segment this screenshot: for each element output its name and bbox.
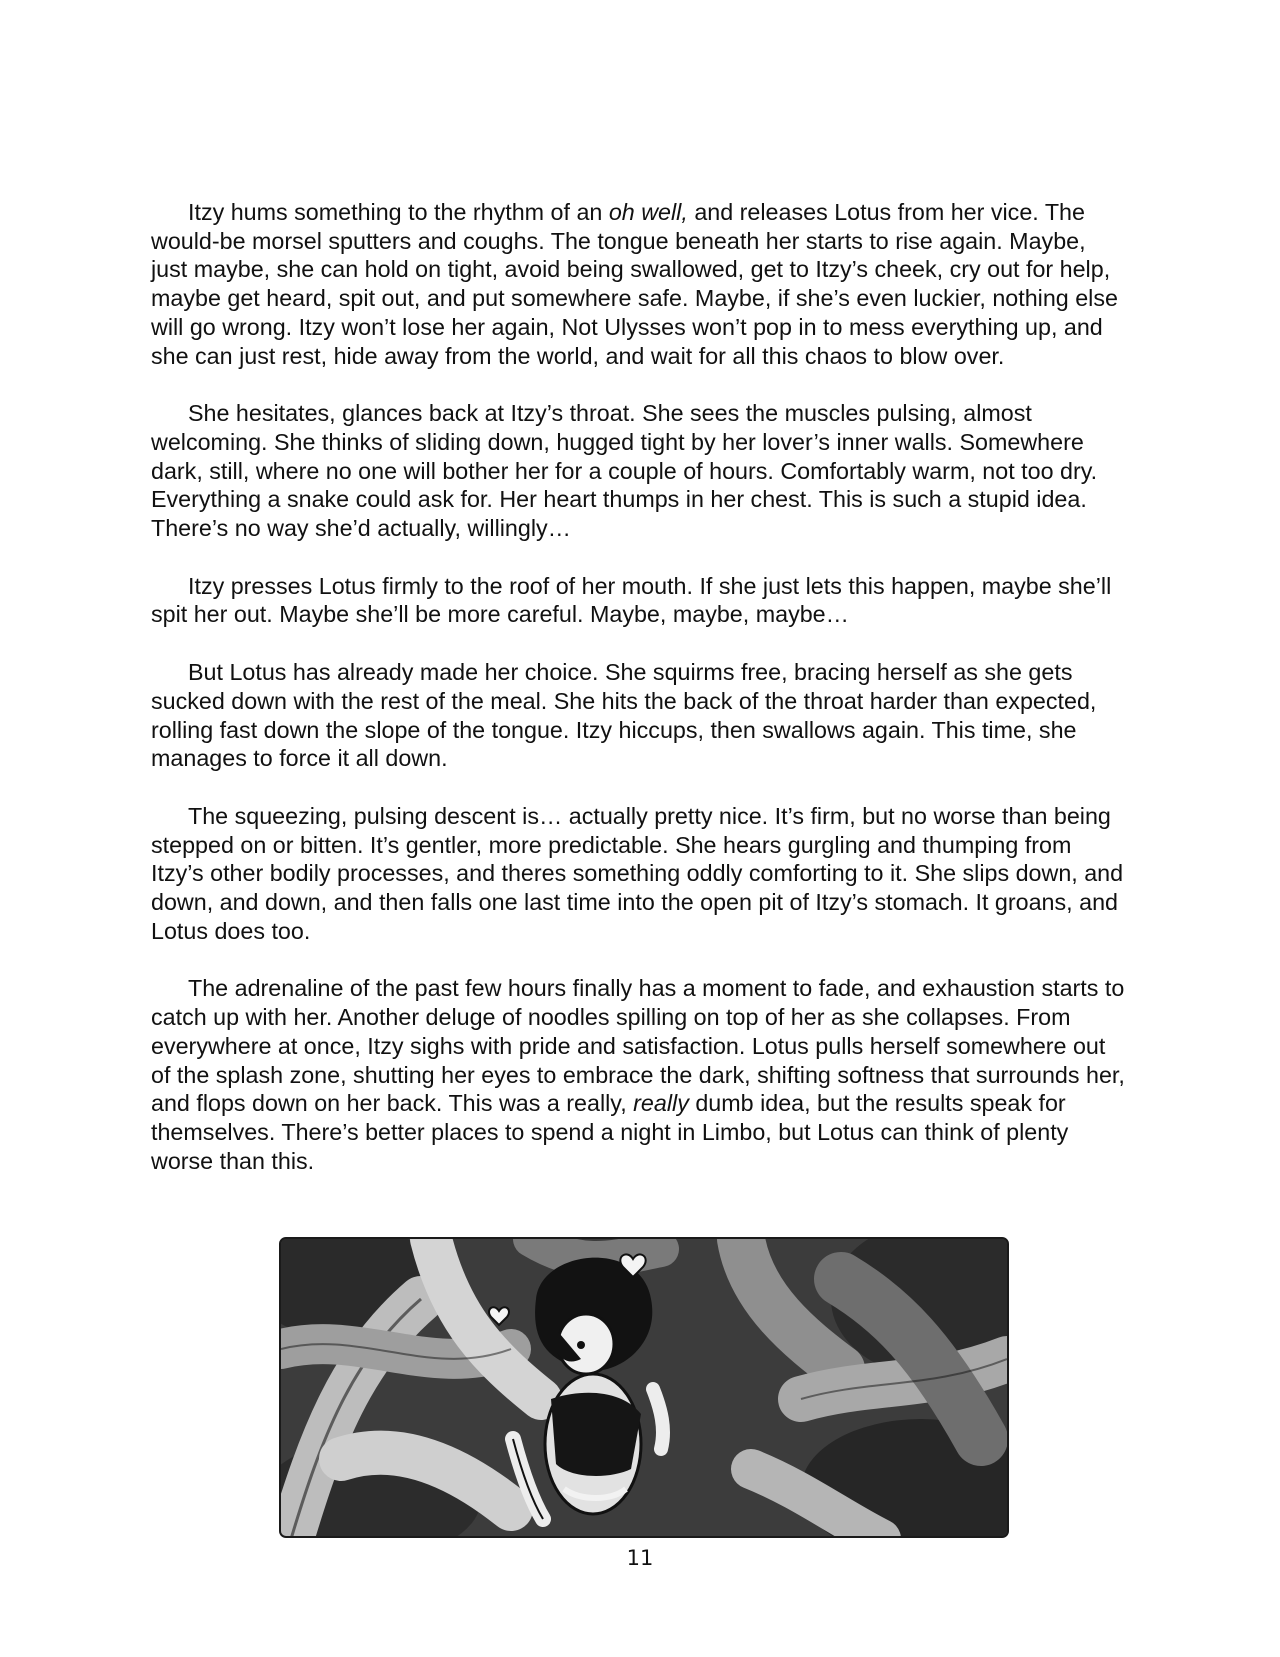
text-segment: She hesitates, glances back at Itzy’s throat. She sees the muscles pulsing, almost welcoming. She thinks of sliding down, hugged tight by her lover’s inner walls. Somewhere dark, still, where no one will bother her for a couple of hours. Comfortably warm, not too dry. Everything a snake could ask for. Her heart thumps in her chest. This is such a stupid idea. There’s no way she’d actually, willingly…: [151, 400, 1098, 542]
paragraph: [151, 198, 1127, 370]
text-segment: The squeezing, pulsing descent is… actually pretty nice. It’s firm, but no worse than being stepped on or bitten. It’s gentler, more predictable. She hears gurgling and thumping from Itzy’s other bodily processes, and theres something oddly comforting to it. She slips down, and down, and down, and then falls one last time into the open pit of Itzy’s stomach. It groans, and Lotus does too.: [151, 802, 1124, 944]
page-number: 11: [626, 1546, 654, 1570]
paragraph: [151, 974, 1127, 1175]
text-segment: But Lotus has already made her choice. She squirms free, bracing herself as she gets sucked down with the rest of the meal. She hits the back of the throat harder than expected, rolling fast down the slope of the tongue. Itzy hiccups, then swallows again. This time, she manages to force it all down.: [151, 659, 1097, 772]
text-segment: Itzy presses Lotus firmly to the roof of her mouth. If she just lets this happen, maybe she’ll spit her out. Maybe she’ll be more careful. Maybe, maybe, maybe…: [151, 572, 1112, 628]
comic-illustration: [279, 1237, 1009, 1538]
paragraph: [151, 658, 1127, 773]
text-segment: The adrenaline of the past few hours finally has a moment to fade, and exhaustion starts to catch up with her. Another deluge of noodles spilling on top of her as she collapses. From everywhere at once, Itzy sighs with pride and satisfaction. Lotus pulls herself somewhere out of the splash zone, shutting her eyes to embrace the dark, shifting softness that surrounds her, and flops down on her back. This was a really,: [151, 975, 1125, 1117]
paragraph: [151, 572, 1127, 629]
text-segment: Itzy hums something to the rhythm of an: [188, 199, 609, 225]
illustration-art: [281, 1239, 1007, 1536]
text-segment: and releases Lotus from her vice. The would-be morsel sputters and coughs. The tongue beneath her starts to rise again. Maybe, just maybe, she can hold on tight, avoid being swallowed, get to Itzy’s cheek, cry out for help, maybe get heard, spit out, and put somewhere safe. Maybe, if she’s even luckier, nothing else will go wrong. Itzy won’t lose her again, Not Ulysses won’t pop in to mess everything up, and she can just rest, hide away from the world, and wait for all this chaos to blow over.: [151, 199, 1118, 369]
paragraph: [151, 399, 1127, 543]
italic-text: really: [633, 1090, 689, 1117]
text-segment: dumb idea, but the results speak for themselves. There’s better places to spend a night in Limbo, but Lotus can think of plenty worse than this.: [151, 1090, 1069, 1174]
paragraph: [151, 802, 1127, 946]
story-text: [151, 198, 1127, 1175]
italic-text: oh well,: [608, 199, 688, 225]
